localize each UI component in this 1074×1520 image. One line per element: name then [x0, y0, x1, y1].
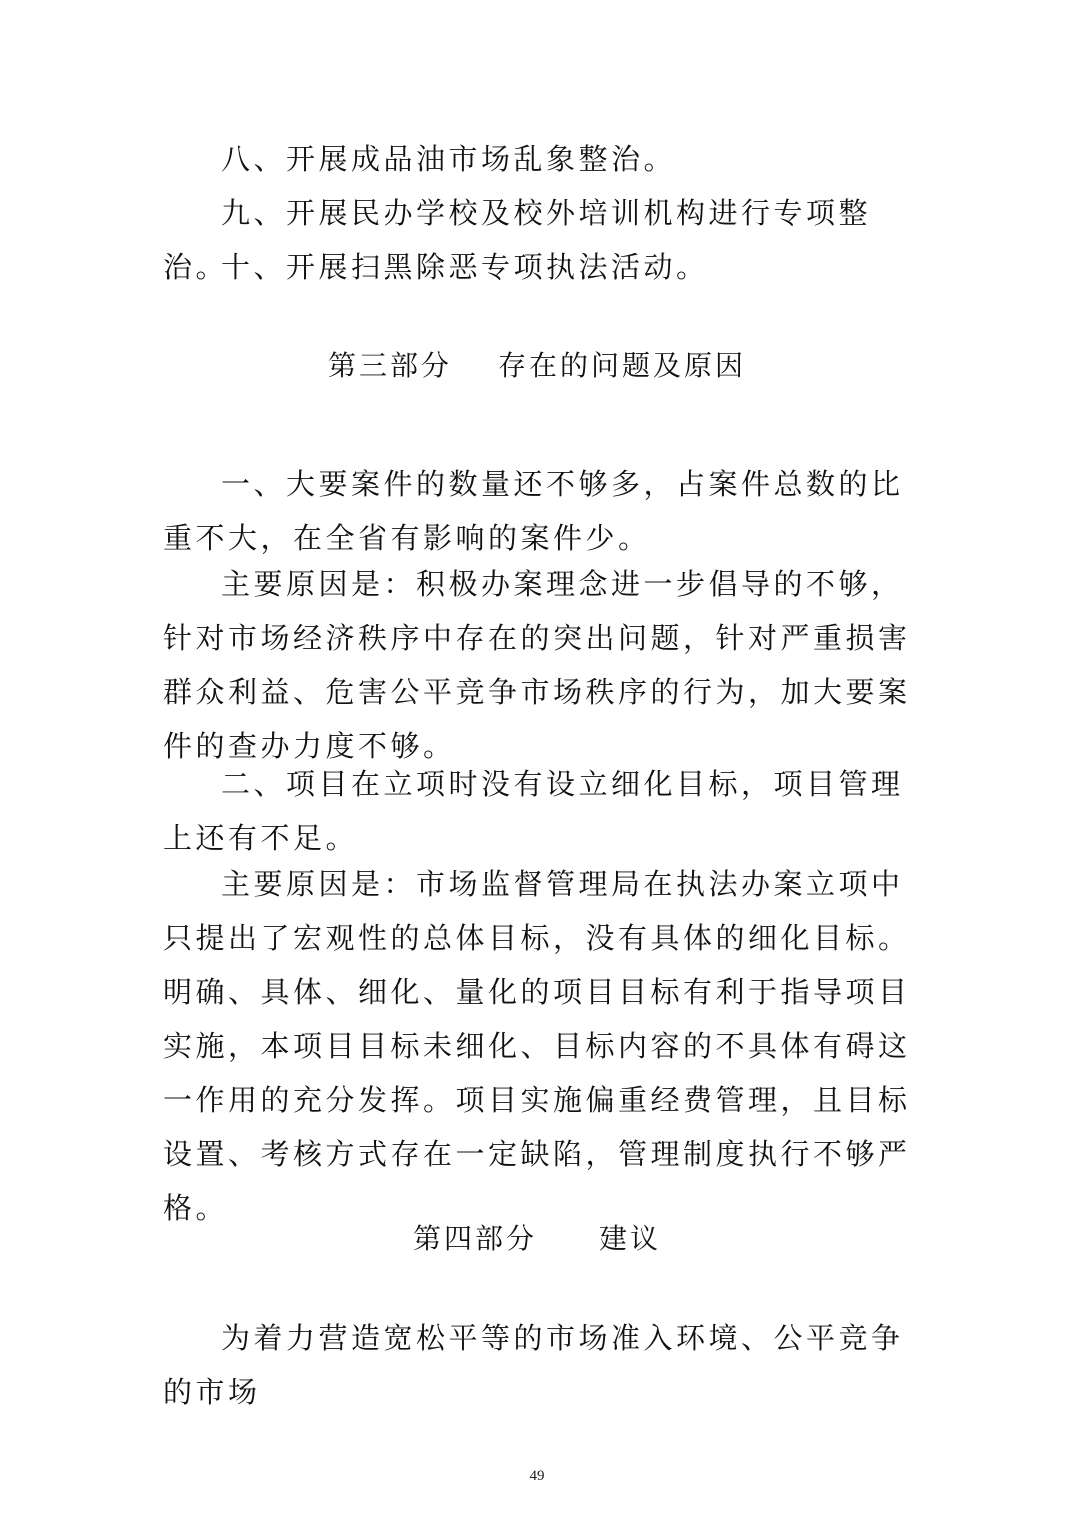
reason-1-paragraph: 主要原因是：积极办案理念进一步倡导的不够，针对市场经济秩序中存在的突出问题，针对严重损害群众利益、危害公平竞争市场秩序的行为，加大要案件的查办力度不够。 [163, 567, 911, 763]
section-4-part-label: 第四部分 [412, 1222, 537, 1255]
section-4-intro-paragraph: 为着力营造宽松平等的市场准入环境、公平竞争的市场 [163, 1321, 904, 1409]
section-3-part-label: 第三部分 [327, 349, 452, 382]
list-item-8: 八、开展成品油市场乱象整治。 [221, 142, 677, 176]
section-4-title: 建议 [599, 1222, 662, 1255]
section-4-heading [0, 1219, 1074, 1259]
section-3-heading [0, 346, 1074, 386]
section-3-title: 存在的问题及原因 [498, 349, 747, 382]
reason-2-paragraph: 主要原因是：市场监督管理局在执法办案立项中只提出了宏观性的总体目标，没有具体的细化目标。明确、具体、细化、量化的项目目标有利于指导项目实施，本项目目标未细化、目标内容的不具体有碍这一作用的充分发挥。项目实施偏重经费管理，且目标设置、考核方式存在一定缺陷，管理制度执行不够严格。 [163, 867, 911, 1225]
page-number: 49 [529, 1468, 545, 1484]
list-item-10: 十、开展扫黑除恶专项执法活动。 [221, 250, 709, 284]
issue-1-paragraph: 一、大要案件的数量还不够多，占案件总数的比重不大，在全省有影响的案件少。 [163, 467, 904, 555]
issue-2-paragraph: 二、项目在立项时没有设立细化目标，项目管理上还有不足。 [163, 767, 904, 855]
list-item-9: 九、开展民办学校及校外培训机构进行专项整治。 [163, 196, 872, 284]
